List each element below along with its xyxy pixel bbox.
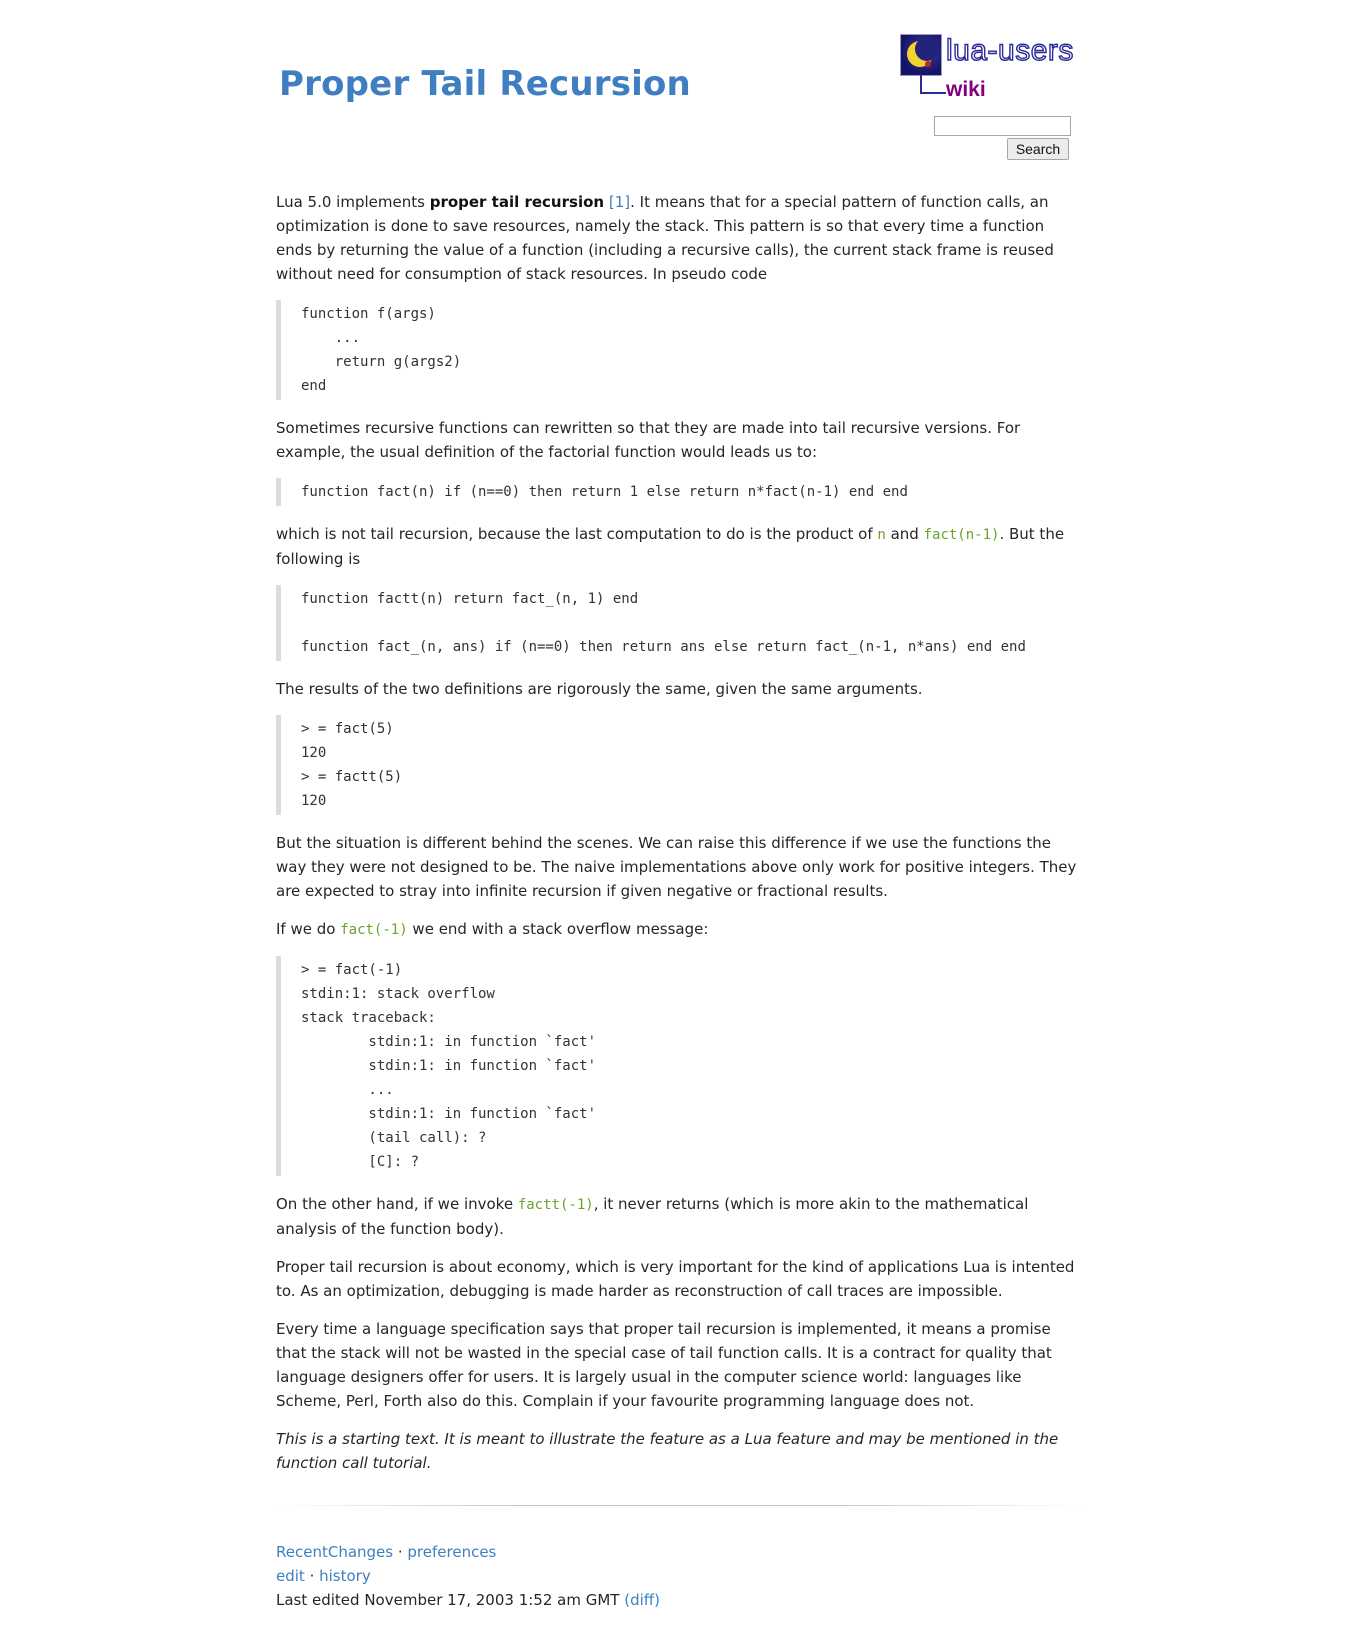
page <box>276 0 1082 1612</box>
preferences-link[interactable]: preferences <box>407 1543 497 1561</box>
lua-users-logo[interactable] <box>900 34 1090 114</box>
paragraph-intro <box>276 190 1082 286</box>
paragraph-never-returns <box>276 1192 1082 1241</box>
search-input[interactable] <box>934 116 1071 136</box>
inline-code-fact: fact(n-1) <box>923 527 1000 543</box>
inline-code-fact-neg: fact(-1) <box>340 922 408 938</box>
paragraph-factorial-intro: Sometimes recursive functions can rewritten so that they are made into tail recursive versions. For example, the usual definition of the factorial function would leads us to: <box>276 419 1021 461</box>
search-button[interactable]: Search <box>1007 138 1069 160</box>
never-returns-text-a: On the other hand, if we invoke <box>276 1195 518 1213</box>
logo-wiki-text: wiki <box>946 78 986 101</box>
not-tail-text-c: . But the following is <box>276 525 1065 568</box>
paragraph-same-results: The results of the two definitions are rigorously the same, given the same arguments. <box>276 680 923 698</box>
paragraph-stack-overflow <box>276 917 1082 942</box>
paragraph-starting-note: This is a starting text. It is meant to illustrate the feature as a Lua feature and may be mentioned in the function call tutorial. <box>276 1430 1059 1472</box>
moon-logo-icon <box>900 34 942 76</box>
logo-dot-shape <box>925 61 931 67</box>
intro-text-a: Lua 5.0 implements <box>276 193 430 211</box>
footer-divider <box>276 1505 1082 1506</box>
article-content <box>276 190 1082 1612</box>
last-edited-text: Last edited November 17, 2003 1:52 am GMT <box>276 1591 625 1609</box>
logo-connector-line <box>920 74 946 94</box>
edit-link[interactable]: edit <box>276 1567 305 1585</box>
recent-changes-link[interactable]: RecentChanges <box>276 1543 394 1561</box>
footer-separator: · <box>393 1543 408 1561</box>
overflow-text-b: we end with a stack overflow message: <box>407 920 709 938</box>
footer-separator: · <box>304 1567 320 1585</box>
intro-text-b: . It means that for a special pattern of function calls, an optimization is done to save resources, namely the stack. This pattern is so that every time a function ends by returning the value of a function (including a recursive calls), the current stack frame is reused without need for consumption of stack resources. In pseudo code <box>276 193 1054 283</box>
footer-last-edited-line <box>276 1588 1082 1612</box>
not-tail-text-b: and <box>885 525 924 543</box>
inline-code-n: n <box>877 527 886 543</box>
code-block-results: > = fact(5) 120 > = factt(5) 120 <box>276 715 1082 815</box>
footer <box>276 1540 1082 1612</box>
diff-link[interactable]: (diff) <box>624 1591 660 1609</box>
moon-shadow-shape <box>915 37 939 61</box>
footnote-link[interactable]: [1] <box>608 193 631 211</box>
not-tail-text-a: which is not tail recursion, because the last computation to do is the product of <box>276 525 878 543</box>
page-title: Proper Tail Recursion <box>279 64 691 104</box>
logo-text: lua-users <box>946 34 1074 67</box>
paragraph-economy: Proper tail recursion is about economy, which is very important for the kind of applications Lua is intented to. As an optimization, debugging is made harder as reconstruction of call traces are impossible. <box>276 1258 1075 1300</box>
header <box>276 0 1082 190</box>
inline-code-factt-neg: factt(-1) <box>517 1197 594 1213</box>
code-block-factt: function factt(n) return fact_(n, 1) end function fact_(n, ans) if (n==0) then return ans else return fact_(n-1, n*ans) end end <box>276 585 1082 661</box>
code-block-traceback: > = fact(-1) stdin:1: stack overflow stack traceback: stdin:1: in function `fact' stdin:1: in function `fact' ... stdin:1: in function `fact' (tail call): ? [C]: ? <box>276 956 1082 1176</box>
code-block-pseudo: function f(args) ... return g(args2) end <box>276 300 1082 400</box>
intro-bold-term: proper tail recursion <box>429 193 605 211</box>
paragraph-not-tail <box>276 522 1082 571</box>
overflow-text-a: If we do <box>276 920 341 938</box>
history-link[interactable]: history <box>319 1567 371 1585</box>
never-returns-text-b: , it never returns (which is more akin to the mathematical analysis of the function body). <box>276 1195 1029 1238</box>
paragraph-behind-scenes: But the situation is different behind the scenes. We can raise this difference if we use the functions the way they were not designed to be. The naive implementations above only work for positive integers. They are expected to stray into infinite recursion if given negative or fractional results. <box>276 834 1077 900</box>
footer-edit-line <box>276 1564 1082 1588</box>
code-block-fact: function fact(n) if (n==0) then return 1 else return n*fact(n-1) end end <box>276 478 1082 506</box>
paragraph-promise: Every time a language specification says that proper tail recursion is implemented, it means a promise that the stack will not be wasted in the special case of tail function calls. It is a contract for quality that language designers offer for users. It is largely usual in the computer science world: languages like Scheme, Perl, Forth also do this. Complain if your favourite programming language does not. <box>276 1320 1052 1410</box>
footer-nav-line <box>276 1540 1082 1564</box>
